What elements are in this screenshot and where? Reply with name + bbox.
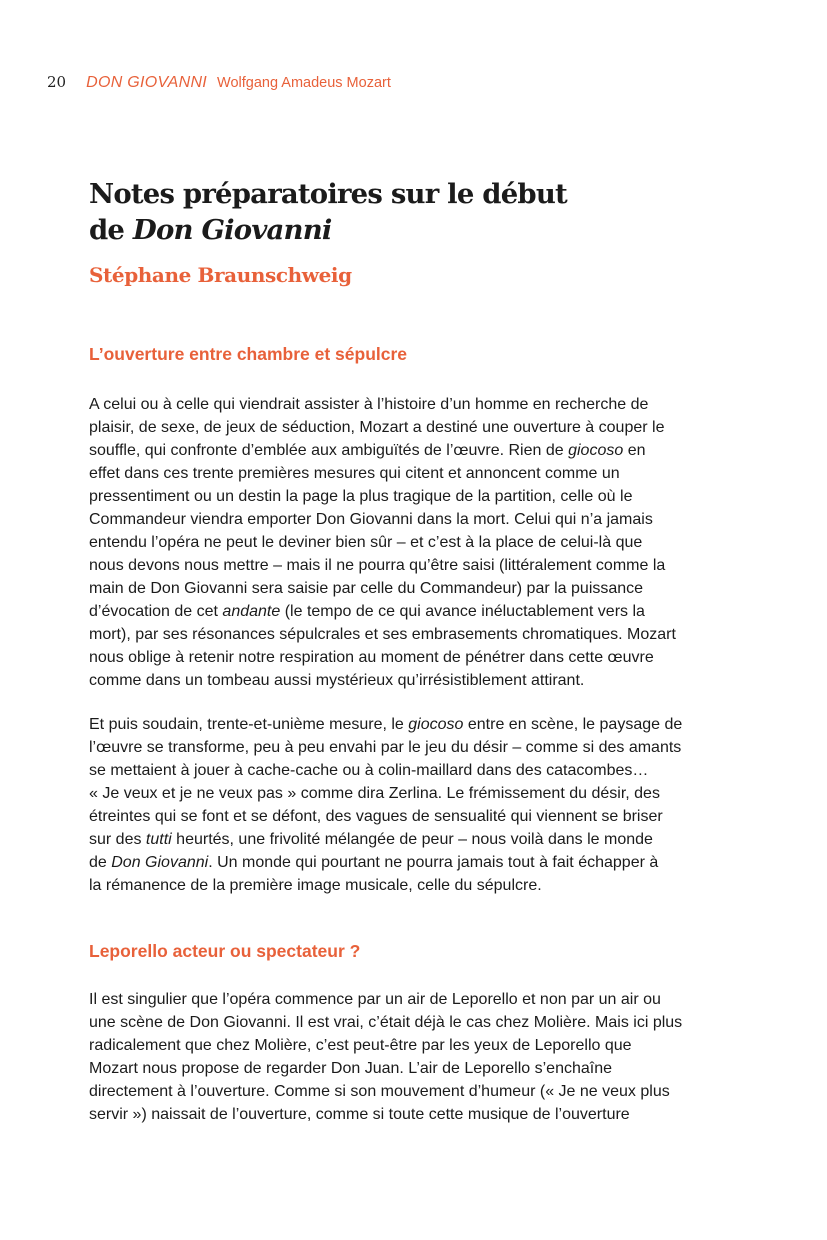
paragraph-line: Il est singulier que l’opéra commence par un air de Leporello et non par un air ou xyxy=(89,991,661,1008)
italic-term: tutti xyxy=(145,831,172,848)
paragraph-line: la rémanence de la première image musicale, celle du sépulcre. xyxy=(89,877,542,894)
header-opera-title: DON GIOVANNI xyxy=(86,74,208,91)
italic-term: giocoso xyxy=(408,716,464,733)
text-run: entre en scène, le paysage de xyxy=(463,716,683,733)
paragraph-line: l’œuvre se transforme, peu à peu envahi par le jeu du désir – comme si des amants xyxy=(89,739,682,756)
italic-term: giocoso xyxy=(568,442,624,459)
text-run: en xyxy=(623,442,646,459)
paragraph-line: plaisir, de sexe, de jeux de séduction, Mozart a destiné une ouverture à couper le xyxy=(89,419,665,436)
paragraph-line xyxy=(89,851,749,874)
section-heading-leporello: Leporello acteur ou spectateur ? xyxy=(89,941,361,961)
italic-term: Don Giovanni xyxy=(111,854,209,871)
paragraph-line: étreintes qui se font et se défont, des vagues de sensualité qui viennent se briser xyxy=(89,808,663,825)
paragraph-line xyxy=(89,828,749,851)
paragraph-line: pressentiment ou un destin la page la plus tragique de la partition, celle où le xyxy=(89,488,633,505)
paragraph-line: se mettaient à jouer à cache-cache ou à colin-maillard dans des catacombes… xyxy=(89,762,649,779)
paragraph-line: A celui ou à celle qui viendrait assister à l’histoire d’un homme en recherche de xyxy=(89,396,649,413)
article-author: Stéphane Braunschweig xyxy=(89,263,352,287)
paragraph xyxy=(89,393,749,692)
paragraph-line: servir ») naissait de l’ouverture, comme si toute cette musique de l’ouverture xyxy=(89,1106,630,1123)
paragraph-line: nous oblige à retenir notre respiration au moment de pénétrer dans cette œuvre xyxy=(89,649,654,666)
paragraph-line: une scène de Don Giovanni. Il est vrai, c’était déjà le cas chez Molière. Mais ici plus xyxy=(89,1014,683,1031)
article-title-italic: Don Giovanni xyxy=(132,214,332,246)
paragraph-line: nous devons nous mettre – mais il ne pourra qu’être saisi (littéralement comme la xyxy=(89,557,666,574)
paragraph xyxy=(89,988,749,1126)
article-title xyxy=(89,176,749,248)
article-title-line: Notes préparatoires sur le début xyxy=(89,178,567,210)
paragraph-line: Mozart nous propose de regarder Don Juan. L’air de Leporello s’enchaîne xyxy=(89,1060,612,1077)
paragraph-line: radicalement que chez Molière, c’est peut-être par les yeux de Leporello que xyxy=(89,1037,632,1054)
paragraph-line: Commandeur viendra emporter Don Giovanni dans la mort. Celui qui n’a jamais xyxy=(89,511,653,528)
article-title-line xyxy=(89,212,749,248)
paragraph-line: mort), par ses résonances sépulcrales et ses embrasements chromatiques. Mozart xyxy=(89,626,676,643)
section-heading-ouverture: L’ouverture entre chambre et sépulcre xyxy=(89,344,408,364)
paragraph-line xyxy=(89,713,749,736)
text-run: . Un monde qui pourtant ne pourra jamais tout à fait échapper à xyxy=(208,854,659,871)
text-run: de xyxy=(89,854,112,871)
text-run: Et puis soudain, trente-et-unième mesure, le xyxy=(89,716,409,733)
paragraph-line: effet dans ces trente premières mesures qui citent et annoncent comme un xyxy=(89,465,620,482)
paragraph-line: entendu l’opéra ne peut le deviner bien sûr – et c’est à la place de celui-là que xyxy=(89,534,643,551)
text-run: d’évocation de cet xyxy=(89,603,223,620)
text-run: souffle, qui confronte d’emblée aux ambiguïtés de l’œuvre. Rien de xyxy=(89,442,569,459)
paragraph-line: directement à l’ouverture. Comme si son mouvement d’humeur (« Je ne veux plus xyxy=(89,1083,670,1100)
paragraph-line xyxy=(89,439,749,462)
paragraph xyxy=(89,713,749,897)
page-number: 20 xyxy=(47,73,67,91)
paragraph-line: main de Don Giovanni sera saisie par celle du Commandeur) par la puissance xyxy=(89,580,644,597)
header-composer: Wolfgang Amadeus Mozart xyxy=(217,75,391,91)
text-run: (le tempo de ce qui avance inéluctablement vers la xyxy=(280,603,645,620)
paragraph-line xyxy=(89,600,749,623)
article-title-prefix: de xyxy=(89,214,133,246)
paragraph-line: comme dans un tombeau aussi mystérieux qu’irrésistiblement attirant. xyxy=(89,672,585,689)
running-header xyxy=(47,73,391,92)
text-run: heurtés, une frivolité mélangée de peur – nous voilà dans le monde xyxy=(171,831,653,848)
text-run: sur des xyxy=(89,831,146,848)
italic-term: andante xyxy=(222,603,281,620)
paragraph-line: « Je veux et je ne veux pas » comme dira Zerlina. Le frémissement du désir, des xyxy=(89,785,660,802)
